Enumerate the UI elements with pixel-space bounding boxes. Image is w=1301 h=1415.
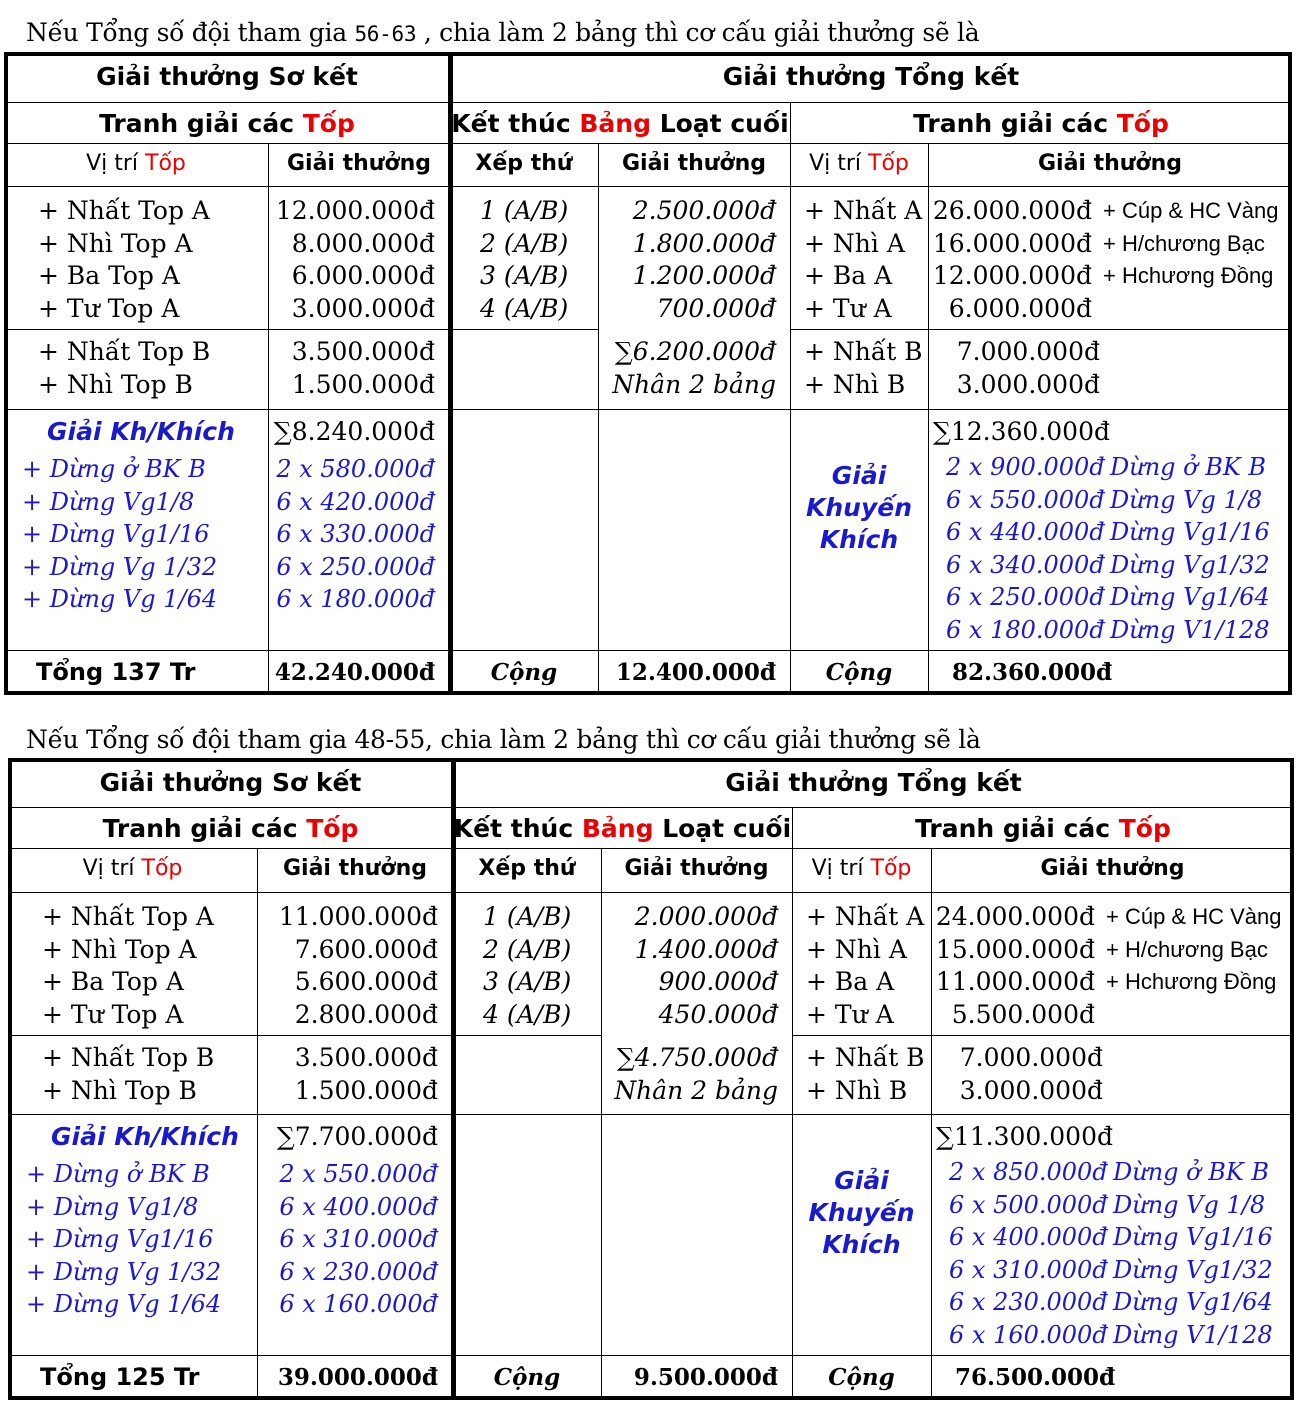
medal-note: + H/chương Bạc (1103, 230, 1265, 256)
kk-label: + Dừng ở BK B (22, 455, 206, 483)
final-b-value: 7.000.000đ (956, 337, 1100, 366)
soket-header: Giải thưởng Sơ kết (96, 62, 358, 91)
kk2-value: 2 x 900.000đ (946, 453, 1105, 481)
final-top-value: 5.500.000đ (951, 999, 1095, 1029)
sub-header-tops (31, 816, 431, 841)
col-text: Vị trí (82, 856, 142, 881)
cong-label: Cộng (825, 659, 893, 686)
top-a-label: + Nhất Top A (42, 902, 214, 931)
kk-value: 6 x 180.000đ (276, 585, 435, 613)
kk2-label: Dừng V1/128 (1110, 615, 1270, 644)
total-label: Tổng 125 Tr (40, 1363, 200, 1391)
kk2-value: 6 x 160.000đ (949, 1320, 1108, 1349)
kk2-label: Dừng Vg1/64 (1110, 583, 1270, 611)
kk2-label: Dừng Vg1/32 (1110, 550, 1270, 579)
section-heading (26, 18, 979, 47)
kk2-value: 6 x 400.000đ (949, 1223, 1108, 1251)
rank-value: 700.000đ (656, 293, 776, 323)
final-top-label: + Ba A (806, 967, 895, 996)
top-a-label: + Nhì Top A (42, 934, 197, 964)
top-b-label: + Nhì Top B (42, 1075, 197, 1105)
kk-label: + Dừng Vg1/8 (26, 1192, 199, 1221)
row-line (4, 102, 1292, 103)
sub-text: Tranh giải các (915, 814, 1119, 843)
col-line (931, 848, 932, 1400)
row-line (4, 409, 1292, 410)
final-top-value: 24.000.000đ (935, 902, 1095, 931)
rank-label: 3 (A/B) (480, 261, 569, 290)
kk-value: 2 x 580.000đ (276, 455, 435, 483)
col-giai2: Giải thưởng (621, 151, 766, 176)
rank-value: 1.800.000đ (632, 228, 776, 258)
kk-label: + Dừng Vg1/16 (26, 1225, 214, 1253)
total-value: 39.000.000đ (277, 1364, 438, 1391)
row-line (8, 807, 1294, 808)
top-a-label: + Tư Top A (38, 293, 180, 323)
col-giai: Giải thưởng (282, 856, 427, 881)
kk-value: 2 x 550.000đ (279, 1160, 438, 1188)
sub-header-bang (450, 111, 790, 136)
sub-text: Tranh giải các (913, 109, 1117, 138)
final-top-label: + Nhì A (806, 934, 907, 964)
top-b-label: + Nhất Top B (42, 1043, 215, 1072)
sub-header-tops-final (791, 111, 1291, 136)
col-text-red: Tốp (868, 151, 909, 176)
top-a-value: 3.000.000đ (291, 293, 435, 323)
tongket-header: Giải thưởng Tổng kết (722, 62, 1020, 91)
row-line (8, 1355, 1294, 1356)
col-xep: Xếp thứ (478, 856, 576, 881)
rank-label: 4 (A/B) (480, 293, 569, 323)
kk2-value: 6 x 440.000đ (946, 518, 1105, 546)
rank-note: Nhân 2 bảng (612, 369, 776, 399)
col-line (257, 848, 258, 1400)
col-line (792, 807, 793, 1400)
kk2-title-word: Khích (819, 525, 899, 554)
final-b-label: + Nhì B (806, 1075, 908, 1105)
col-vitri2 (789, 153, 929, 175)
sub-text-red: Tốp (302, 109, 355, 138)
top-a-label: + Nhì Top A (38, 228, 193, 258)
final-top-label: + Nhì A (804, 228, 905, 258)
kk2-value: 6 x 250.000đ (946, 583, 1105, 611)
kk2-value: 6 x 180.000đ (946, 615, 1105, 644)
kk-value: 6 x 250.000đ (276, 552, 435, 581)
kk2-sum: ∑12.360.000đ (933, 417, 1110, 446)
total-value: 42.240.000đ (274, 659, 435, 686)
cong-label: Cộng (490, 659, 558, 686)
table-divider (448, 52, 453, 695)
rank-value: 900.000đ (658, 967, 778, 996)
col-xep: Xếp thứ (475, 151, 573, 176)
rank-label: 1 (A/B) (480, 196, 569, 225)
rank-note: Nhân 2 bảng (614, 1075, 778, 1105)
final-top-value: 16.000.000đ (932, 228, 1092, 258)
kk2-title-word: Giải (831, 461, 887, 490)
kk2-title-word: Khuyến (805, 493, 913, 522)
col-line (268, 143, 269, 695)
rank-label: 2 (A/B) (480, 228, 569, 258)
final-top-value: 15.000.000đ (935, 934, 1095, 964)
sub-header-bang (453, 816, 793, 841)
rank-value: 450.000đ (658, 999, 778, 1029)
kk-value: 6 x 420.000đ (276, 487, 435, 516)
top-a-value: 6.000.000đ (291, 261, 435, 290)
rank-value: 1.400.000đ (634, 934, 778, 964)
medal-note: + Cúp & HC Vàng (1103, 198, 1279, 223)
top-a-label: + Ba Top A (42, 967, 184, 996)
kk2-value: 6 x 550.000đ (946, 485, 1105, 514)
col-giai2: Giải thưởng (624, 856, 769, 881)
kk2-label: Dừng ở BK B (1110, 453, 1267, 481)
kk2-label: Dừng Vg1/16 (1110, 518, 1270, 546)
sub-text: Loạt cuối (653, 814, 792, 843)
col-text-red: Tốp (141, 856, 183, 881)
kk2-title-word: Khuyến (808, 1198, 915, 1227)
tongket-header: Giải thưởng Tổng kết (725, 768, 1022, 797)
kk-value: 6 x 160.000đ (279, 1290, 438, 1318)
final-top-label: + Tư A (804, 293, 892, 323)
kk2-label: Dừng Vg 1/8 (1113, 1190, 1266, 1219)
rank-label: 4 (A/B) (483, 999, 572, 1029)
top-a-value: 7.600.000đ (294, 934, 438, 964)
col-text: Vị trí (811, 856, 871, 881)
cong-label: Cộng (828, 1364, 895, 1391)
final-b-value: 3.000.000đ (956, 369, 1100, 399)
heading-text-tail: , chia làm 2 bảng thì cơ cấu giải thưởng sẽ là (416, 18, 980, 47)
final-top-label: + Tư A (806, 999, 894, 1029)
medal-note: + Hchương Đồng (1106, 969, 1277, 994)
kk2-label: Dừng V1/128 (1113, 1320, 1273, 1349)
row-line (4, 143, 1292, 144)
kk2-label: Dừng Vg 1/8 (1110, 485, 1263, 514)
kk-value: 6 x 400.000đ (279, 1192, 438, 1221)
soket-header: Giải thưởng Sơ kết (99, 768, 362, 797)
top-a-value: 2.800.000đ (294, 999, 438, 1029)
rank-value: 2.500.000đ (632, 196, 776, 225)
final-top-value: 12.000.000đ (932, 261, 1092, 290)
kk2-value: 6 x 310.000đ (949, 1255, 1108, 1284)
top-a-value: 5.600.000đ (294, 967, 438, 996)
col-line (790, 102, 791, 695)
kk-title: Giải Kh/Khích (47, 417, 235, 446)
sub-text-red: Tốp (306, 814, 359, 843)
top-b-label: + Nhì Top B (38, 369, 193, 399)
row-line (792, 1035, 1294, 1036)
kk-value: 6 x 310.000đ (279, 1225, 438, 1253)
col-giai3: Giải thưởng (1040, 856, 1185, 881)
sub-text: Tranh giải các (102, 814, 307, 843)
row-line (8, 1114, 1294, 1115)
row-line (8, 892, 1294, 893)
kk2-label: Dừng Vg1/64 (1113, 1288, 1273, 1316)
kk-title: Giải Kh/Khích (51, 1122, 239, 1151)
rank-sum: ∑6.200.000đ (614, 337, 776, 366)
col-giai: Giải thưởng (286, 151, 431, 176)
medal-note: + Hchương Đồng (1103, 263, 1274, 288)
medal-note: + Cúp & HC Vàng (1106, 904, 1282, 929)
sub-text: Kết thúc (451, 109, 580, 138)
cong-value: 82.360.000đ (952, 659, 1113, 686)
top-b-value: 1.500.000đ (291, 369, 435, 399)
sub-text-red: Tốp (1116, 109, 1169, 138)
sub-text: Kết thúc (453, 814, 582, 843)
kk2-value: 6 x 230.000đ (949, 1288, 1108, 1316)
kk-sum: ∑8.240.000đ (273, 417, 435, 446)
final-top-value: 6.000.000đ (948, 293, 1092, 323)
total-label: Tổng 137 Tr (36, 658, 196, 686)
row-line (4, 650, 1292, 651)
kk2-title-word: Giải (834, 1166, 889, 1195)
sub-header-tops (27, 111, 427, 136)
kk-value: 6 x 330.000đ (276, 520, 435, 548)
kk-label: + Dừng Vg 1/64 (22, 585, 218, 613)
col-vitri (16, 153, 256, 175)
final-top-label: + Ba A (804, 261, 893, 290)
final-b-label: + Nhất B (806, 1043, 925, 1072)
kk2-value: 6 x 340.000đ (946, 550, 1105, 579)
final-top-value: 26.000.000đ (932, 196, 1092, 225)
kk2-label: Dừng ở BK B (1113, 1158, 1270, 1186)
final-b-label: + Nhì B (804, 369, 906, 399)
row-line (8, 848, 1294, 849)
kk-label: + Dừng Vg 1/32 (26, 1257, 222, 1286)
heading-text: Nếu Tổng số đội tham gia (26, 18, 355, 47)
final-b-label: + Nhất B (804, 337, 923, 366)
rank-value: 1.200.000đ (632, 261, 776, 290)
top-b-value: 3.500.000đ (294, 1043, 438, 1072)
col-line (601, 848, 602, 1400)
kk2-value: 6 x 500.000đ (949, 1190, 1108, 1219)
kk-label: + Dừng Vg1/8 (22, 487, 195, 516)
top-a-value: 11.000.000đ (278, 902, 438, 931)
kk2-label: Dừng Vg1/16 (1113, 1223, 1273, 1251)
final-top-label: + Nhất A (804, 196, 923, 225)
kk-label: + Dừng Vg1/16 (22, 520, 210, 548)
cong-label: Cộng (493, 1364, 561, 1391)
rank-sum: ∑4.750.000đ (616, 1043, 778, 1072)
kk2-sum: ∑11.300.000đ (936, 1122, 1113, 1151)
row-line (4, 186, 1292, 187)
top-b-label: + Nhất Top B (38, 337, 211, 366)
sub-text-red: Tốp (1118, 814, 1171, 843)
col-vitri2 (792, 858, 932, 880)
top-a-label: + Nhất Top A (38, 196, 210, 225)
final-b-value: 3.000.000đ (959, 1075, 1103, 1105)
sub-text: Tranh giải các (99, 109, 303, 138)
top-a-label: + Tư Top A (42, 999, 184, 1029)
heading-team-range: 56-63 (354, 22, 417, 46)
col-text: Vị trí (86, 151, 146, 176)
kk-label: + Dừng ở BK B (26, 1160, 210, 1188)
sub-header-tops-final (793, 816, 1293, 841)
rank-label: 3 (A/B) (483, 967, 572, 996)
sub-text-red: Bảng (579, 109, 651, 138)
sub-text-red: Bảng (581, 814, 654, 843)
sub-text: Loạt cuối (650, 109, 789, 138)
kk2-label: Dừng Vg1/32 (1113, 1255, 1273, 1284)
kk2-value: 2 x 850.000đ (949, 1158, 1108, 1186)
top-b-value: 1.500.000đ (294, 1075, 438, 1105)
cong-value: 9.500.000đ (633, 1364, 778, 1391)
row-line (8, 1035, 601, 1036)
rank-label: 2 (A/B) (483, 934, 572, 964)
row-line (790, 329, 1292, 330)
rank-label: 1 (A/B) (483, 902, 572, 931)
col-vitri (13, 858, 253, 880)
cong-value: 12.400.000đ (615, 659, 776, 686)
kk-value: 6 x 230.000đ (279, 1257, 438, 1286)
col-text-red: Tốp (145, 151, 186, 176)
heading-text: Nếu Tổng số đội tham gia 48-55, chia làm 2 bảng thì cơ cấu giải thưởng sẽ là (26, 725, 981, 754)
top-b-value: 3.500.000đ (291, 337, 435, 366)
row-line (4, 329, 598, 330)
final-top-label: + Nhất A (806, 902, 925, 931)
top-a-label: + Ba Top A (38, 261, 180, 290)
kk-label: + Dừng Vg 1/64 (26, 1290, 222, 1318)
medal-note: + H/chương Bạc (1106, 936, 1268, 962)
table-divider (451, 758, 456, 1400)
kk-sum: ∑7.700.000đ (276, 1122, 438, 1151)
col-text: Vị trí (809, 151, 869, 176)
col-line (928, 143, 929, 695)
col-line (598, 143, 599, 695)
final-b-value: 7.000.000đ (959, 1043, 1103, 1072)
col-giai3: Giải thưởng (1037, 151, 1182, 176)
col-text-red: Tốp (870, 856, 912, 881)
top-a-value: 12.000.000đ (275, 196, 435, 225)
cong-value: 76.500.000đ (955, 1364, 1116, 1391)
final-top-value: 11.000.000đ (935, 967, 1095, 996)
kk2-title-word: Khích (822, 1230, 901, 1259)
rank-value: 2.000.000đ (634, 902, 778, 931)
kk-label: + Dừng Vg 1/32 (22, 552, 218, 581)
top-a-value: 8.000.000đ (291, 228, 435, 258)
section-heading (26, 725, 981, 754)
